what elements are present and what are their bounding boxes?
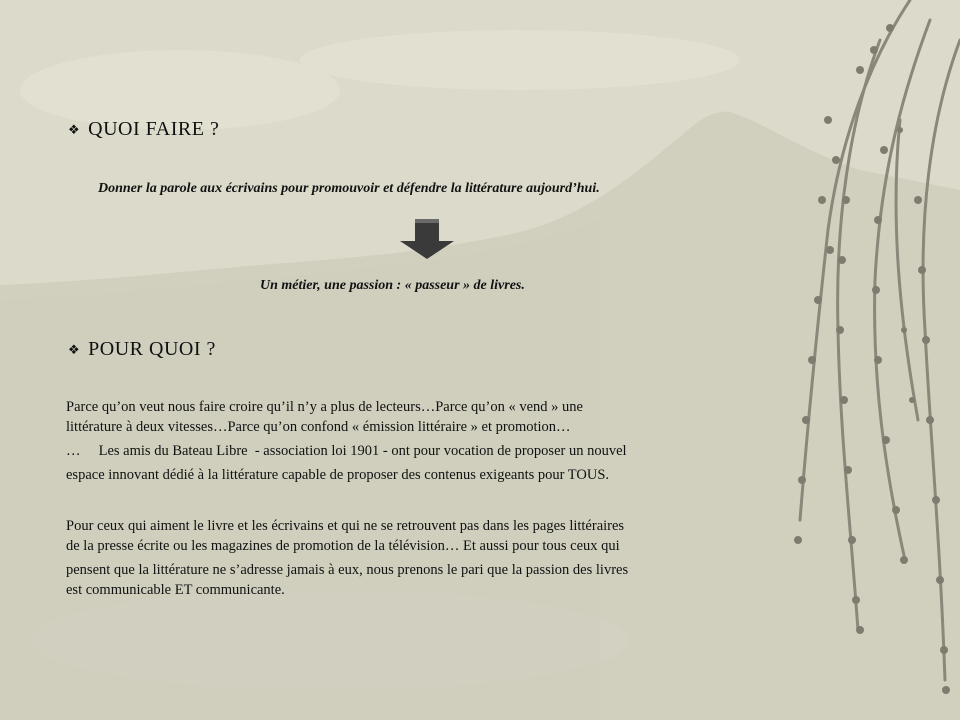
pour-quoi-paragraph-1 (66, 397, 627, 485)
diamond-bullet-icon: ❖ (68, 342, 81, 357)
paragraph-line: pensent que la littérature ne s’adresse jamais à eux, nous prenons le pari que la passion des livres (66, 562, 629, 578)
paragraph-line: Parce qu’on veut nous faire croire qu’il n’y a plus de lecteurs…Parce qu’on « vend » une (66, 399, 583, 415)
quoi-faire-result: Un métier, une passion : « passeur » de livres. (260, 278, 525, 293)
quoi-faire-statement: Donner la parole aux écrivains pour promouvoir et défendre la littérature aujourd’hui. (98, 181, 600, 196)
paragraph-line: espace innovant dédié à la littérature capable de proposer des contenus exigeants pour TOUS. (66, 467, 610, 483)
paragraph-line: littérature à deux vitesses…Parce qu’on confond « émission littéraire » et promotion… (66, 419, 571, 435)
paragraph-line: Pour ceux qui aiment le livre et les écrivains et qui ne se retrouvent pas dans les pages littéraires (66, 518, 625, 534)
paragraph-line: est communicable ET communicante. (66, 582, 285, 598)
pour-quoi-title: POUR QUOI ? (88, 338, 216, 360)
quoi-faire-title: QUOI FAIRE ? (88, 118, 220, 140)
paragraph-line: de la presse écrite ou les magazines de promotion de la télévision… Et aussi pour tous ceux qui (66, 538, 620, 554)
pour-quoi-paragraph-2 (66, 516, 628, 600)
quoi-faire-heading (68, 118, 219, 141)
pour-quoi-heading (68, 338, 216, 361)
diamond-bullet-icon: ❖ (68, 122, 81, 137)
paragraph-line: … Les amis du Bateau Libre - association loi 1901 - ont pour vocation de proposer un nouvel (66, 443, 627, 459)
down-arrow-icon (400, 219, 454, 259)
